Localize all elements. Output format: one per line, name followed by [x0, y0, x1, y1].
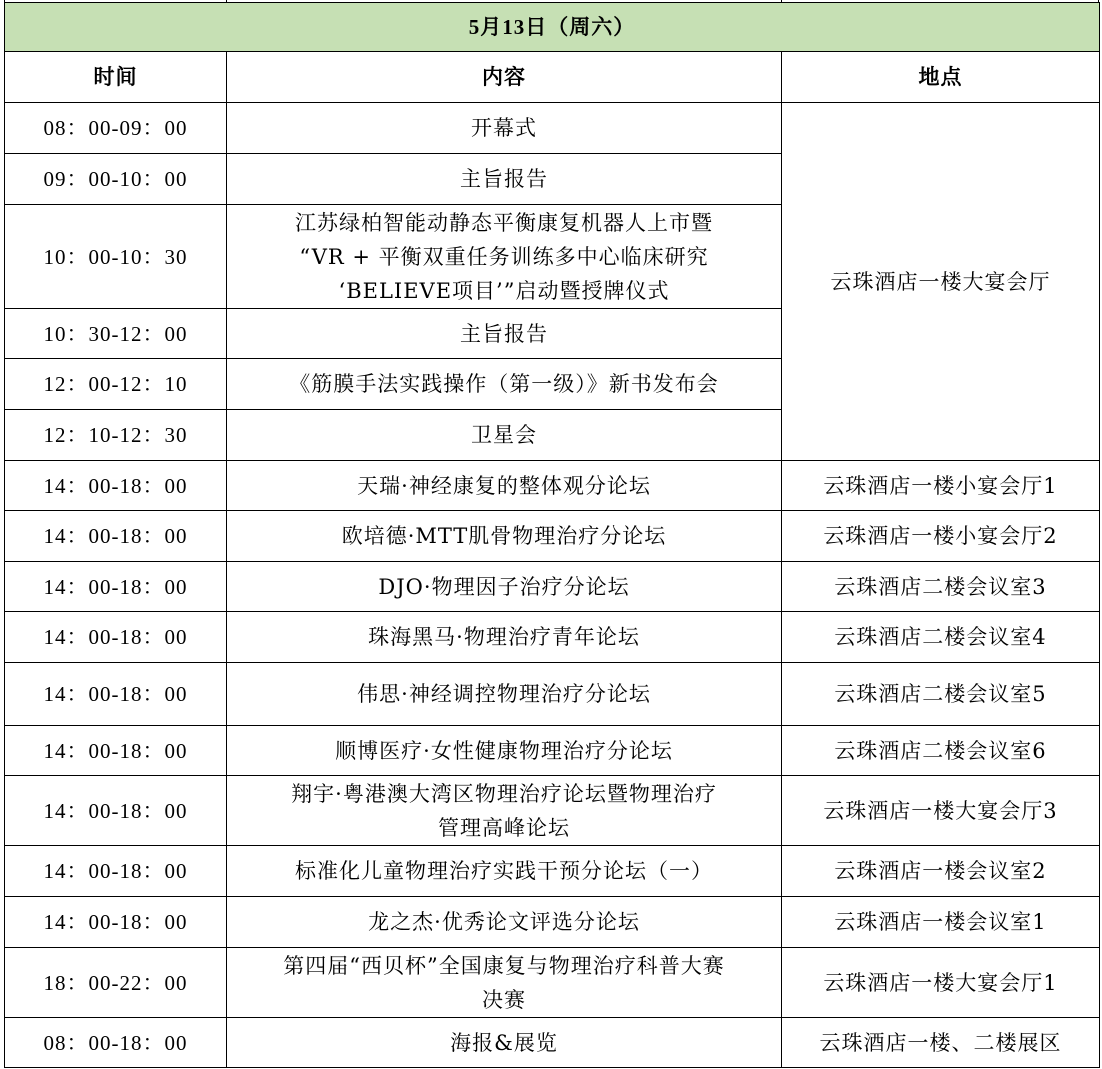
time-cell: 14：00-18：00 — [5, 511, 227, 562]
content-line: 标准化儿童物理治疗实践干预分论坛（一） — [295, 859, 713, 883]
content-cell — [227, 359, 782, 410]
time-cell: 18：00-22：00 — [5, 948, 227, 1018]
time-cell: 14：00-18：00 — [5, 776, 227, 846]
table-row — [5, 612, 1100, 663]
venue-cell: 云珠酒店二楼会议室4 — [782, 612, 1100, 663]
content-line: 主旨报告 — [460, 321, 548, 346]
content-line: 龙之杰·优秀论文评选分论坛 — [368, 910, 640, 934]
table-row — [5, 461, 1100, 511]
content-line: 海报&展览 — [450, 1030, 558, 1055]
time-cell: 14：00-18：00 — [5, 663, 227, 726]
content-line: 决赛 — [482, 987, 526, 1012]
content-line: 顺博医疗·女性健康物理治疗分论坛 — [335, 738, 673, 763]
content-line: 《筋膜手法实践操作（第一级）》新书发布会 — [289, 372, 719, 396]
content-line: 伟思·神经调控物理治疗分论坛 — [357, 682, 651, 706]
venue-cell: 云珠酒店一楼小宴会厅1 — [782, 461, 1100, 511]
content-cell — [227, 663, 782, 726]
content-cell — [227, 410, 782, 461]
content-line: 主旨报告 — [460, 167, 548, 191]
time-cell: 14：00-18：00 — [5, 461, 227, 511]
content-line: 欧培德·MTT肌骨物理治疗分论坛 — [341, 524, 667, 548]
content-cell — [227, 511, 782, 562]
venue-cell: 云珠酒店一楼、二楼展区 — [782, 1018, 1100, 1068]
time-cell: 09：00-10：00 — [5, 154, 227, 205]
content-cell — [227, 776, 782, 846]
venue-cell: 云珠酒店一楼会议室1 — [782, 897, 1100, 948]
table-row — [5, 103, 1100, 154]
schedule-table — [4, 2, 1100, 1068]
content-cell — [227, 562, 782, 612]
day-title: 5月13日（周六） — [5, 3, 1100, 52]
content-cell — [227, 205, 782, 309]
time-cell: 14：00-18：00 — [5, 897, 227, 948]
table-row — [5, 776, 1100, 846]
table-row — [5, 948, 1100, 1018]
content-line: 卫星会 — [471, 423, 537, 447]
header-content: 内容 — [227, 52, 782, 103]
table-row — [5, 562, 1100, 612]
time-cell: 14：00-18：00 — [5, 562, 227, 612]
content-line: “VR + 平衡双重任务训练多中心临床研究 — [299, 244, 709, 269]
time-cell: 14：00-18：00 — [5, 612, 227, 663]
content-line: 管理高峰论坛 — [438, 815, 570, 840]
time-cell: 12：00-12：10 — [5, 359, 227, 410]
venue-cell: 云珠酒店一楼小宴会厅2 — [782, 511, 1100, 562]
content-line: DJO·物理因子治疗分论坛 — [378, 574, 630, 599]
content-cell — [227, 309, 782, 359]
content-line: 翔宇·粤港澳大湾区物理治疗论坛暨物理治疗 — [291, 781, 717, 806]
content-line: ‘BELIEVE项目’”启动暨授牌仪式 — [338, 278, 670, 303]
venue-cell: 云珠酒店一楼大宴会厅1 — [782, 948, 1100, 1018]
content-line: 第四届“西贝杯”全国康复与物理治疗科普大赛 — [283, 953, 725, 978]
venue-cell: 云珠酒店二楼会议室3 — [782, 562, 1100, 612]
venue-cell: 云珠酒店二楼会议室6 — [782, 726, 1100, 776]
time-cell: 10：30-12：00 — [5, 309, 227, 359]
venue-cell-merged: 云珠酒店一楼大宴会厅 — [782, 103, 1100, 461]
table-row — [5, 897, 1100, 948]
table-row — [5, 511, 1100, 562]
venue-cell: 云珠酒店一楼大宴会厅3 — [782, 776, 1100, 846]
content-cell — [227, 154, 782, 205]
content-cell — [227, 103, 782, 154]
table-row — [5, 663, 1100, 726]
content-cell — [227, 726, 782, 776]
table-row — [5, 726, 1100, 776]
content-line: 珠海黑马·物理治疗青年论坛 — [368, 625, 640, 649]
schedule-body — [5, 103, 1100, 1068]
time-cell: 08：00-18：00 — [5, 1018, 227, 1068]
time-cell: 12：10-12：30 — [5, 410, 227, 461]
content-cell — [227, 1018, 782, 1068]
content-line: 江苏绿柏智能动静态平衡康复机器人上市暨 — [295, 210, 713, 235]
header-venue: 地点 — [782, 52, 1100, 103]
content-cell — [227, 846, 782, 897]
content-cell — [227, 612, 782, 663]
venue-cell: 云珠酒店二楼会议室5 — [782, 663, 1100, 726]
content-cell — [227, 461, 782, 511]
content-cell — [227, 897, 782, 948]
time-cell: 08：00-09：00 — [5, 103, 227, 154]
table-row — [5, 846, 1100, 897]
content-cell — [227, 948, 782, 1018]
table-row — [5, 1018, 1100, 1068]
time-cell: 10：00-10：30 — [5, 205, 227, 309]
content-line: 天瑞·神经康复的整体观分论坛 — [357, 473, 651, 498]
venue-cell: 云珠酒店一楼会议室2 — [782, 846, 1100, 897]
time-cell: 14：00-18：00 — [5, 726, 227, 776]
time-cell: 14：00-18：00 — [5, 846, 227, 897]
content-line: 开幕式 — [471, 116, 537, 140]
header-time: 时间 — [5, 52, 227, 103]
